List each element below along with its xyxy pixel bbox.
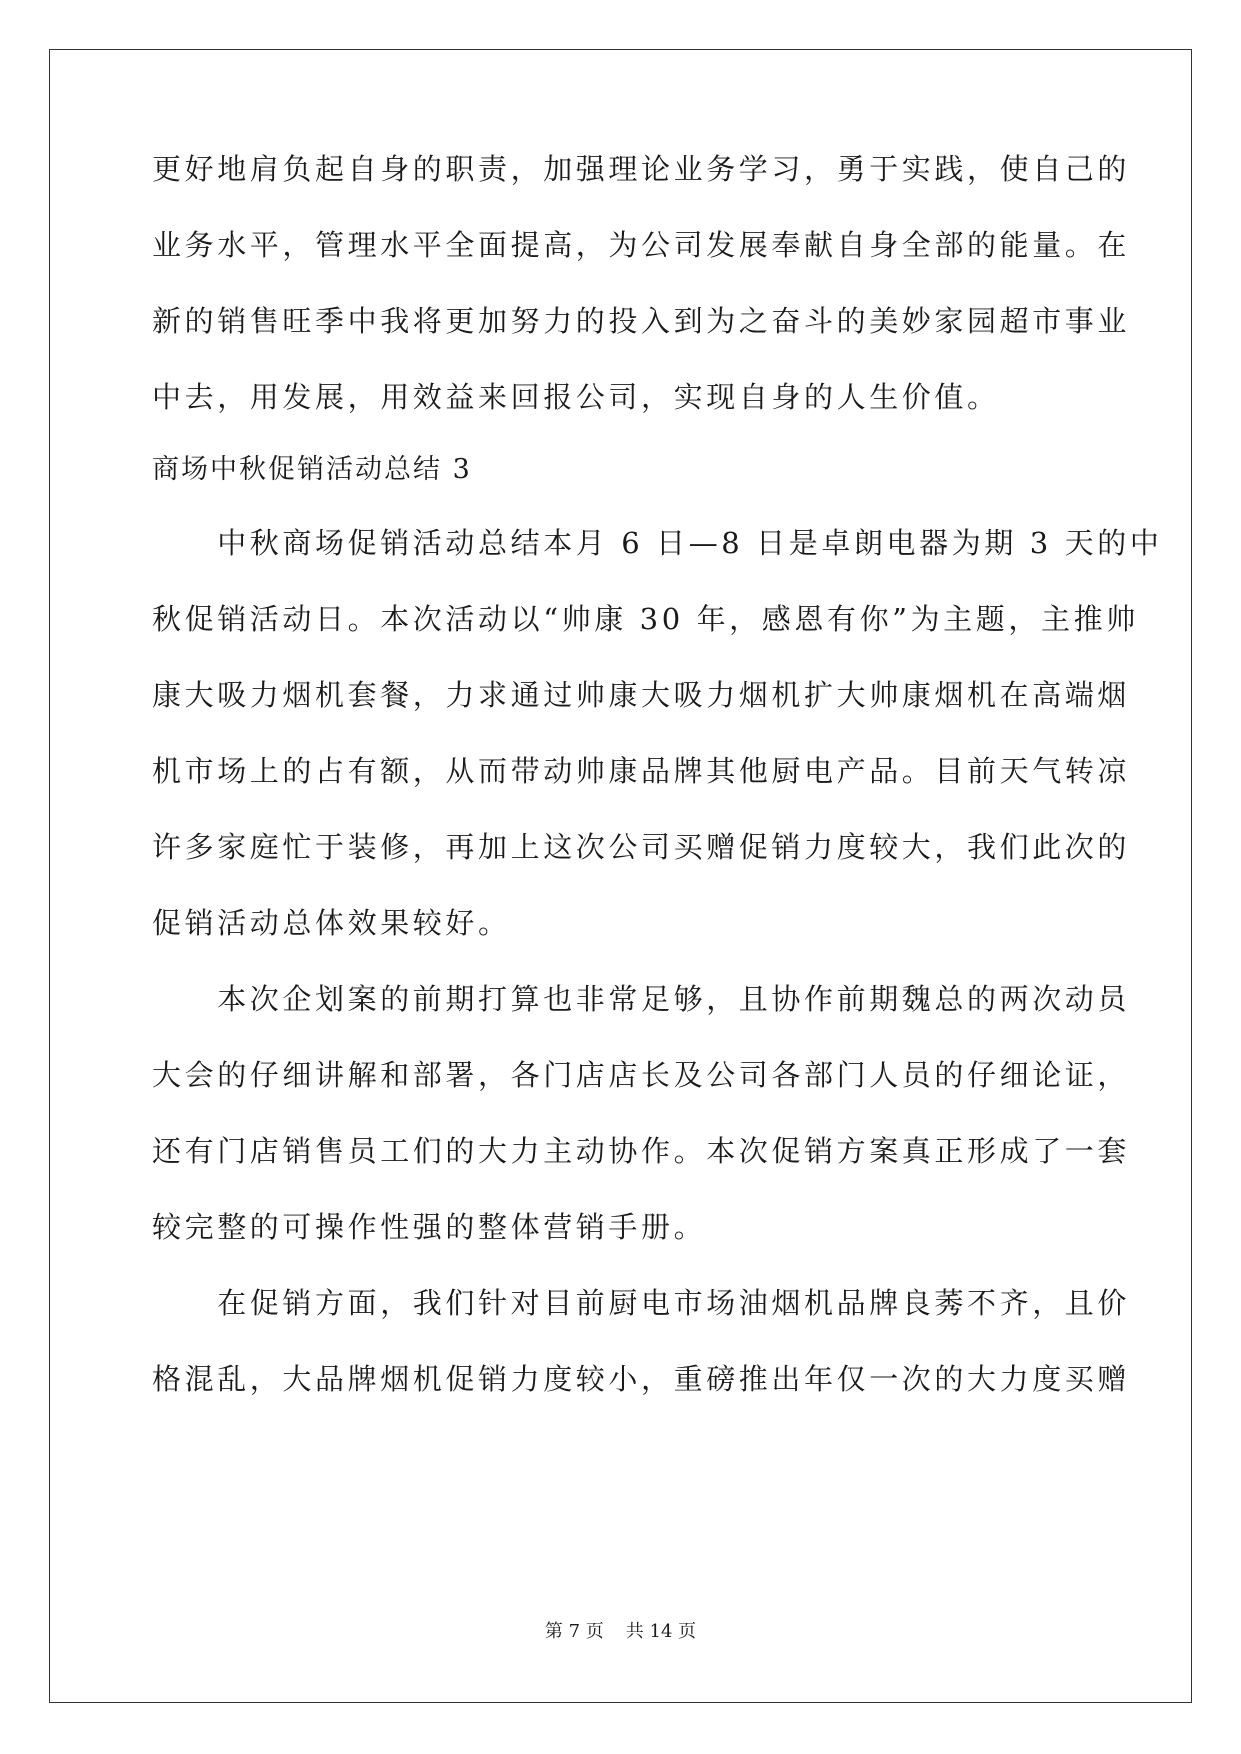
section-heading: 商场中秋促销活动总结 3 [152, 454, 472, 485]
text-line: 在促销方面，我们针对目前厨电市场油烟机品牌良莠不齐，且价 [152, 1286, 1131, 1320]
text-line: 中去，用发展，用效益来回报公司，实现自身的人生价值。 [152, 380, 1000, 414]
text-line: 还有门店销售员工们的大力主动协作。本次促销方案真正形成了一套 [152, 1134, 1131, 1168]
text-line: 秋促销活动日。本次活动以“帅康 30 年，感恩有你”为主题，主推帅 [152, 602, 1139, 636]
text-line: 较完整的可操作性强的整体营销手册。 [152, 1210, 707, 1244]
text-line: 新的销售旺季中我将更加努力的投入到为之奋斗的美妙家园超市事业 [152, 304, 1131, 338]
text-line: 康大吸力烟机套餐，力求通过帅康大吸力烟机扩大帅康烟机在高端烟 [152, 678, 1131, 712]
text-line: 业务水平，管理水平全面提高，为公司发展奉献自身全部的能量。在 [152, 228, 1131, 262]
text-line: 中秋商场促销活动总结本月 6 日—8 日是卓朗电器为期 3 天的中 [152, 526, 1163, 560]
text-line: 格混乱，大品牌烟机促销力度较小，重磅推出年仅一次的大力度买赠 [152, 1362, 1131, 1396]
page-total: 共 14 页 [625, 1621, 697, 1642]
page-footer [0, 1620, 1241, 1644]
text-line: 促销活动总体效果较好。 [152, 906, 511, 940]
page-border [49, 49, 1192, 1703]
page-number: 第 7 页 [544, 1621, 604, 1642]
text-line: 许多家庭忙于装修，再加上这次公司买赠促销力度较大，我们此次的 [152, 830, 1131, 864]
text-line: 大会的仔细讲解和部署，各门店店长及公司各部门人员的仔细论证， [152, 1058, 1131, 1092]
text-line: 本次企划案的前期打算也非常足够，且协作前期魏总的两次动员 [152, 982, 1131, 1016]
text-line: 更好地肩负起自身的职责，加强理论业务学习，勇于实践，使自己的 [152, 152, 1131, 186]
text-line: 机市场上的占有额，从而带动帅康品牌其他厨电产品。目前天气转凉 [152, 754, 1131, 788]
